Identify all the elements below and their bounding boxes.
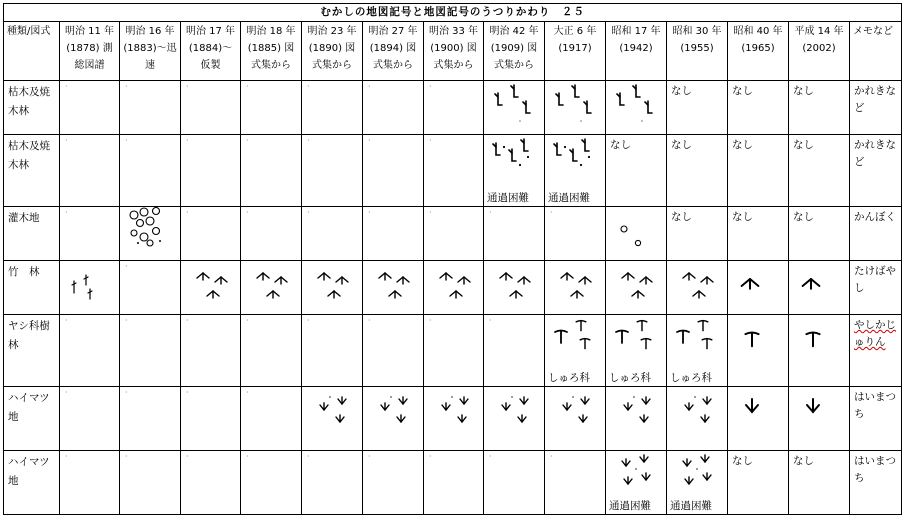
symbol-cell: [606, 315, 667, 387]
table-row: [4, 387, 902, 451]
paragraph-mark-icon: ·: [246, 452, 249, 461]
deadwood-symbol-icon: [484, 81, 544, 135]
row-label-cell: [4, 135, 60, 207]
empty-cell: [363, 207, 424, 261]
status-text: なし: [671, 211, 692, 223]
paragraph-mark-icon: ·: [368, 452, 371, 461]
empty-cell: [60, 315, 120, 387]
empty-cell: [302, 81, 363, 135]
empty-cell: [120, 81, 181, 135]
pine-symbol-icon: [606, 387, 666, 441]
bamboo-symbol-icon: [606, 261, 666, 315]
symbol-cell: [728, 261, 789, 315]
paragraph-mark-icon: ·: [65, 452, 68, 461]
row-label-cell: [4, 387, 60, 451]
status-text: なし: [671, 85, 692, 97]
column-header: 明治 42 年(1909) 図式集から: [484, 22, 545, 81]
symbol-cell: [363, 261, 424, 315]
paragraph-mark-icon: ·: [246, 316, 249, 325]
memo-text: やしかじゅりん: [854, 319, 896, 348]
row-label: ヤシ科樹林: [8, 320, 50, 351]
empty-cell: [120, 261, 181, 315]
bamboo-symbol-icon: [484, 261, 544, 315]
paragraph-mark-icon: ·: [125, 136, 128, 145]
symbol-cell: [302, 261, 363, 315]
paragraph-mark-icon: ·: [246, 208, 249, 217]
paragraph-mark-icon: ·: [429, 316, 432, 325]
paragraph-mark-icon: ·: [307, 82, 310, 91]
empty-cell: [424, 81, 484, 135]
paragraph-mark-icon: ·: [368, 316, 371, 325]
symbol-cell: [545, 387, 606, 451]
pine-symbol-icon: [363, 387, 423, 441]
paragraph-mark-icon: ·: [429, 452, 432, 461]
empty-cell: [120, 135, 181, 207]
paragraph-mark-icon: ·: [489, 316, 492, 325]
paragraph-mark-icon: ·: [125, 316, 128, 325]
pine-symbol-icon: [545, 387, 605, 441]
status-cell: [667, 135, 728, 207]
bamboo-symbol-icon: [241, 261, 301, 315]
symbol-comparison-sheet: [3, 3, 901, 517]
palm-symbol-icon: [667, 315, 727, 371]
symbol-cell: [606, 261, 667, 315]
status-cell: [728, 81, 789, 135]
memo-cell: [850, 81, 902, 135]
empty-cell: [363, 451, 424, 515]
column-header: 明治 23 年(1890) 図式集から: [302, 22, 363, 81]
column-header: 平成 14 年(2002): [789, 22, 850, 81]
row-label: 灌木地: [8, 212, 40, 224]
paragraph-mark-icon: ·: [550, 452, 553, 461]
paragraph-mark-icon: ·: [186, 208, 189, 217]
empty-cell: [181, 207, 241, 261]
empty-cell: [120, 451, 181, 515]
status-cell: [789, 135, 850, 207]
paragraph-mark-icon: ·: [550, 208, 553, 217]
memo-cell: [850, 387, 902, 451]
paragraph-mark-icon: ·: [307, 136, 310, 145]
paragraph-mark-icon: ·: [429, 136, 432, 145]
memo-text: かれきなど: [854, 85, 896, 114]
row-label-cell: [4, 315, 60, 387]
paragraph-mark-icon: ·: [489, 452, 492, 461]
row-label: ハイマツ地: [8, 456, 50, 487]
empty-cell: [484, 315, 545, 387]
row-label: 竹 林: [8, 266, 40, 278]
paragraph-mark-icon: ·: [368, 136, 371, 145]
symbol-caption: しゅろ科: [609, 372, 651, 384]
memo-text: かんぼく: [854, 211, 896, 223]
palm-symbol-icon: [606, 315, 666, 371]
paragraph-mark-icon: ·: [246, 388, 249, 397]
bamboo-single-symbol-icon: [789, 261, 849, 315]
symbol-cell: [363, 387, 424, 451]
palm-single-symbol-icon: [728, 315, 788, 371]
empty-cell: [241, 207, 302, 261]
column-header: 昭和 17 年(1942): [606, 22, 667, 81]
paragraph-mark-icon: ·: [65, 208, 68, 217]
row-label: 枯木及焼木林: [8, 140, 50, 171]
table-row: [4, 261, 902, 315]
memo-cell: [850, 135, 902, 207]
table-title: むかしの地図記号と地図記号のうつりかわり ２５: [4, 4, 902, 22]
paragraph-mark-icon: ·: [246, 82, 249, 91]
status-text: なし: [732, 139, 753, 151]
empty-cell: [363, 315, 424, 387]
memo-text: はいまつち: [854, 391, 896, 420]
symbol-cell: [545, 81, 606, 135]
empty-cell: [60, 207, 120, 261]
column-header: 種類/図式: [4, 22, 60, 81]
empty-cell: [241, 81, 302, 135]
symbol-cell: [789, 387, 850, 451]
symbol-cell: [606, 387, 667, 451]
bamboo-symbol-icon: [181, 261, 241, 315]
paragraph-mark-icon: ·: [186, 452, 189, 461]
bamboo-symbol-icon: [302, 261, 362, 315]
symbol-cell: [667, 387, 728, 451]
symbol-cell: [302, 387, 363, 451]
paragraph-mark-icon: ·: [368, 208, 371, 217]
table-row: [4, 135, 902, 207]
paragraph-mark-icon: ·: [246, 136, 249, 145]
status-cell: [728, 207, 789, 261]
symbol-cell: [789, 315, 850, 387]
symbol-caption: しゅろ科: [548, 372, 590, 384]
deadwood-dots-symbol-icon: [545, 135, 605, 185]
symbol-cell: [667, 315, 728, 387]
paragraph-mark-icon: ·: [125, 388, 128, 397]
header-row: [4, 22, 902, 81]
symbol-cell: [484, 387, 545, 451]
paragraph-mark-icon: ·: [125, 452, 128, 461]
symbol-caption: 通過困難: [609, 500, 651, 512]
deadwood-dots-symbol-icon: [484, 135, 544, 185]
empty-cell: [181, 315, 241, 387]
status-text: なし: [732, 455, 753, 467]
status-cell: [728, 135, 789, 207]
symbol-cell: [484, 261, 545, 315]
pine-dense-symbol-icon: [667, 451, 727, 501]
empty-cell: [302, 451, 363, 515]
paragraph-mark-icon: ·: [307, 452, 310, 461]
memo-cell: [850, 315, 902, 387]
empty-cell: [424, 135, 484, 207]
pine-symbol-icon: [667, 387, 727, 441]
memo-cell: [850, 451, 902, 515]
palm-symbol-icon: [545, 315, 605, 371]
empty-cell: [60, 387, 120, 451]
status-cell: [789, 451, 850, 515]
symbol-cell: [667, 261, 728, 315]
status-text: なし: [793, 455, 814, 467]
paragraph-mark-icon: ·: [368, 82, 371, 91]
symbol-cell: [789, 261, 850, 315]
symbol-cell: [667, 451, 728, 515]
symbol-cell: [545, 315, 606, 387]
symbol-cell: [484, 135, 545, 207]
memo-cell: [850, 207, 902, 261]
symbol-caption: しゅろ科: [670, 372, 712, 384]
empty-cell: [241, 451, 302, 515]
bamboo-symbol-icon: [424, 261, 484, 315]
column-header: 明治 18 年(1885) 図式集から: [241, 22, 302, 81]
empty-cell: [120, 387, 181, 451]
memo-text: はいまつち: [854, 455, 896, 484]
symbol-cell: [484, 81, 545, 135]
symbol-cell: [545, 261, 606, 315]
column-header: 昭和 30 年(1955): [667, 22, 728, 81]
table-row: [4, 451, 902, 515]
paragraph-mark-icon: ·: [65, 136, 68, 145]
empty-cell: [424, 451, 484, 515]
pine-single-symbol-icon: [728, 387, 788, 441]
pine-single-symbol-icon: [789, 387, 849, 441]
memo-cell: [850, 261, 902, 315]
empty-cell: [545, 207, 606, 261]
row-label-cell: [4, 81, 60, 135]
empty-cell: [241, 387, 302, 451]
column-header: 明治 17 年(1884)～仮製: [181, 22, 241, 81]
symbol-caption: 通過困難: [670, 500, 712, 512]
paragraph-mark-icon: ·: [186, 136, 189, 145]
pine-symbol-icon: [302, 387, 362, 441]
empty-cell: [545, 451, 606, 515]
empty-cell: [302, 207, 363, 261]
symbol-cell: [241, 261, 302, 315]
empty-cell: [363, 135, 424, 207]
column-header: 明治 11 年(1878) 測総図譜: [60, 22, 120, 81]
row-label-cell: [4, 207, 60, 261]
paragraph-mark-icon: ·: [125, 82, 128, 91]
status-cell: [606, 135, 667, 207]
empty-cell: [120, 315, 181, 387]
bamboo-old-symbol-icon: [60, 261, 120, 315]
empty-cell: [302, 135, 363, 207]
symbol-cell: [606, 451, 667, 515]
status-cell: [728, 451, 789, 515]
paragraph-mark-icon: ·: [65, 82, 68, 91]
empty-cell: [60, 451, 120, 515]
pine-dense-symbol-icon: [606, 451, 666, 501]
symbol-cell: [424, 261, 484, 315]
column-header: 昭和 40 年(1965): [728, 22, 789, 81]
bamboo-symbol-icon: [545, 261, 605, 315]
column-header: 明治 27 年(1894) 図式集から: [363, 22, 424, 81]
status-text: なし: [793, 85, 814, 97]
status-text: なし: [732, 85, 753, 97]
bamboo-symbol-icon: [667, 261, 727, 315]
empty-cell: [181, 451, 241, 515]
memo-text: たけばやし: [854, 265, 896, 294]
pine-symbol-icon: [484, 387, 544, 441]
paragraph-mark-icon: ·: [489, 208, 492, 217]
paragraph-mark-icon: ·: [429, 208, 432, 217]
table-row: [4, 207, 902, 261]
empty-cell: [363, 81, 424, 135]
status-text: なし: [671, 139, 692, 151]
empty-cell: [60, 81, 120, 135]
pine-symbol-icon: [424, 387, 484, 441]
status-text: なし: [793, 139, 814, 151]
status-cell: [667, 207, 728, 261]
column-header: 大正 6 年(1917): [545, 22, 606, 81]
symbol-cell: [60, 261, 120, 315]
row-label: ハイマツ地: [8, 392, 50, 423]
paragraph-mark-icon: ·: [307, 208, 310, 217]
symbol-cell: [606, 81, 667, 135]
empty-cell: [484, 451, 545, 515]
status-text: なし: [610, 139, 631, 151]
status-text: なし: [732, 211, 753, 223]
status-cell: [789, 207, 850, 261]
status-cell: [667, 81, 728, 135]
empty-cell: [424, 315, 484, 387]
shrub-symbol-icon: [606, 207, 666, 261]
symbol-cell: [606, 207, 667, 261]
symbol-cell: [120, 207, 181, 261]
row-label-cell: [4, 451, 60, 515]
empty-cell: [484, 207, 545, 261]
symbol-cell: [424, 387, 484, 451]
status-cell: [789, 81, 850, 135]
paragraph-mark-icon: ·: [186, 316, 189, 325]
empty-cell: [181, 81, 241, 135]
deadwood-symbol-icon: [545, 81, 605, 135]
symbol-cell: [545, 135, 606, 207]
row-label-cell: [4, 261, 60, 315]
table-row: [4, 81, 902, 135]
shrub-cluster-symbol-icon: [120, 207, 176, 261]
deadwood-symbol-icon: [606, 81, 666, 135]
symbol-cell: [728, 387, 789, 451]
empty-cell: [302, 315, 363, 387]
empty-cell: [181, 387, 241, 451]
symbol-caption: 通過困難: [548, 192, 590, 204]
bamboo-symbol-icon: [363, 261, 423, 315]
symbol-history-table: [3, 3, 902, 515]
empty-cell: [241, 135, 302, 207]
symbol-caption: 通過困難: [487, 192, 529, 204]
empty-cell: [241, 315, 302, 387]
empty-cell: [60, 135, 120, 207]
empty-cell: [424, 207, 484, 261]
palm-single-symbol-icon: [789, 315, 849, 371]
paragraph-mark-icon: ·: [125, 262, 128, 271]
paragraph-mark-icon: ·: [307, 316, 310, 325]
table-row: [4, 315, 902, 387]
bamboo-single-symbol-icon: [728, 261, 788, 315]
paragraph-mark-icon: ·: [429, 82, 432, 91]
column-header: メモなど: [850, 22, 902, 81]
column-header: 明治 16 年(1883)～迅速: [120, 22, 181, 81]
column-header: 明治 33 年(1900) 図式集から: [424, 22, 484, 81]
paragraph-mark-icon: ·: [65, 316, 68, 325]
paragraph-mark-icon: ·: [186, 82, 189, 91]
paragraph-mark-icon: ·: [65, 388, 68, 397]
memo-text: かれきなど: [854, 139, 896, 168]
status-text: なし: [793, 211, 814, 223]
symbol-cell: [181, 261, 241, 315]
symbol-cell: [728, 315, 789, 387]
row-label: 枯木及焼木林: [8, 86, 50, 117]
paragraph-mark-icon: ·: [186, 388, 189, 397]
empty-cell: [181, 135, 241, 207]
